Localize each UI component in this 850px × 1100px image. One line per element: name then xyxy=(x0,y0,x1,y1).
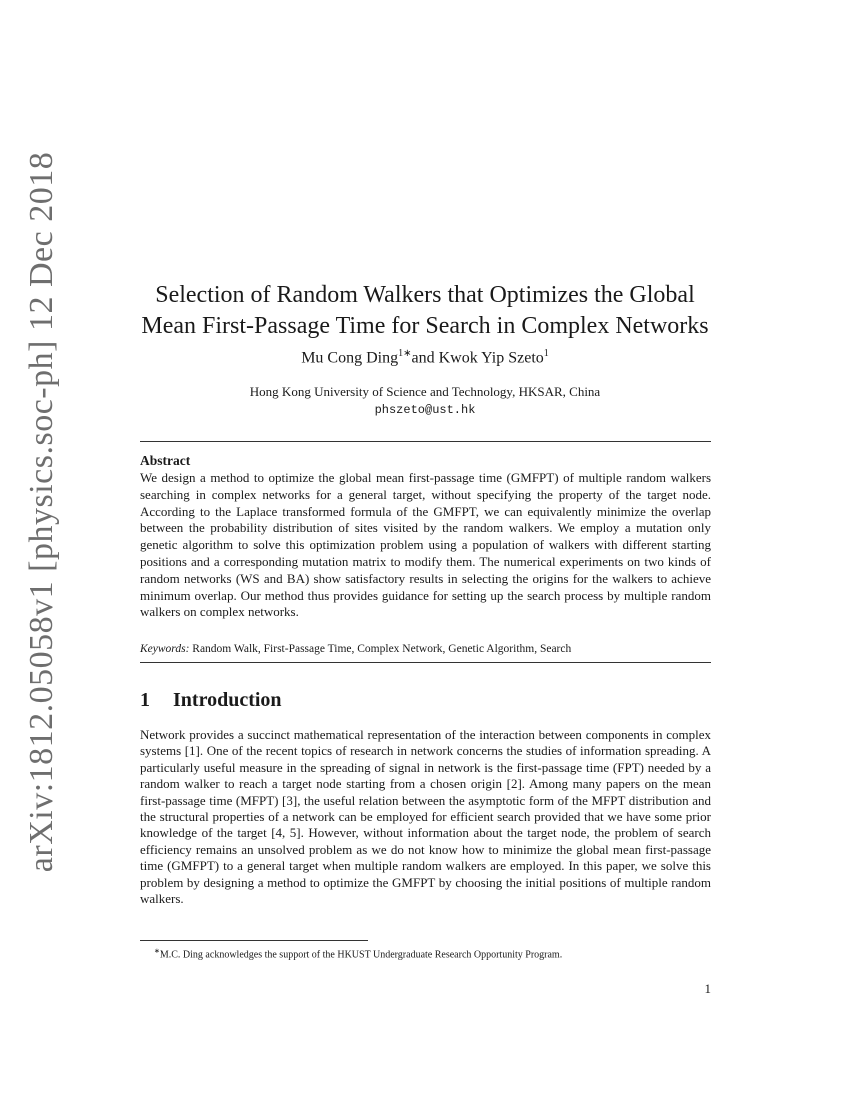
abstract-body: We design a method to optimize the global mean first-passage time (GMFPT) of multiple random walkers searching in complex networks for a general target, without specifying the property of the target node. According to the Laplace transformed formula of the GMFPT, we can equivalently minimize the overlap between the probability distribution of sites visited by the random walkers. We employ a mutation only genetic algorithm to solve this optimization problem using a population of walkers with different starting positions and a corresponding mutation matrix to modify them. The numerical experiments on two kinds of random networks (WS and BA) show satisfactory results in selecting the origins for the walkers to achieve minimum overlap. Our method thus provides guidance for setting up the search process by multiple random walkers on complex networks. xyxy=(140,470,711,620)
affiliation-mark: 1∗ xyxy=(398,348,412,359)
paper-title xyxy=(140,280,710,342)
footnote-rule xyxy=(140,940,368,941)
abstract-bottom-rule xyxy=(140,662,711,663)
footnote xyxy=(140,945,711,961)
section-number: 1 xyxy=(140,689,150,711)
author-connector: and Kwok Yip Szeto xyxy=(411,349,544,367)
section-heading-introduction xyxy=(140,689,282,712)
keywords-label: Keywords: xyxy=(140,643,190,655)
arxiv-stamp: arXiv:1812.05058v1 [physics.soc-ph] 12 Dec 2018 xyxy=(23,151,60,873)
affiliation-block xyxy=(140,383,710,419)
footnote-mark: ∗ xyxy=(154,947,160,955)
affiliation: Hong Kong University of Science and Technology, HKSAR, China xyxy=(249,384,601,399)
page-number: 1 xyxy=(704,981,711,996)
author-email: phszeto@ust.hk xyxy=(374,403,476,417)
keywords-text: Random Walk, First-Passage Time, Complex Network, Genetic Algorithm, Search xyxy=(189,643,572,655)
affiliation-mark: 1 xyxy=(543,348,549,359)
author-list xyxy=(140,348,710,367)
author-name: Mu Cong Ding xyxy=(301,349,399,367)
title-line-1: Selection of Random Walkers that Optimizes the Global xyxy=(155,282,695,308)
abstract-top-rule xyxy=(140,441,711,442)
introduction-body: Network provides a succinct mathematical representation of the interaction between components in complex systems [1]. One of the recent topics of research in network concerns the studies of information spreading. A particularly useful measure in the spreading of signal in network is the first-passage time (FPT) needed by a random walker to reach a target node starting from a chosen origin [2]. Among many papers on the mean first-passage time (MFPT) [3], the useful relation between the asymptotic form of the MFPT distribution and the structural properties of a network can be employed for efficient search provided that we have some prior knowledge of the target [4, 5]. However, without information about the target node, the problem of search efficiency remains an unsolved problem as we do not know how to minimize the global mean first-passage time (GMFPT) to a general target when multiple random walkers are employed. In this paper, we solve this problem by designing a method to optimize the GMFPT by choosing the initial positions of multiple random walkers. xyxy=(140,727,711,907)
keywords xyxy=(140,643,711,655)
abstract-heading: Abstract xyxy=(140,453,191,468)
title-line-2: Mean First-Passage Time for Search in Complex Networks xyxy=(141,313,709,339)
section-title: Introduction xyxy=(173,689,282,711)
footnote-text: M.C. Ding acknowledges the support of the HKUST Undergraduate Research Opportunity Program. xyxy=(159,949,563,961)
